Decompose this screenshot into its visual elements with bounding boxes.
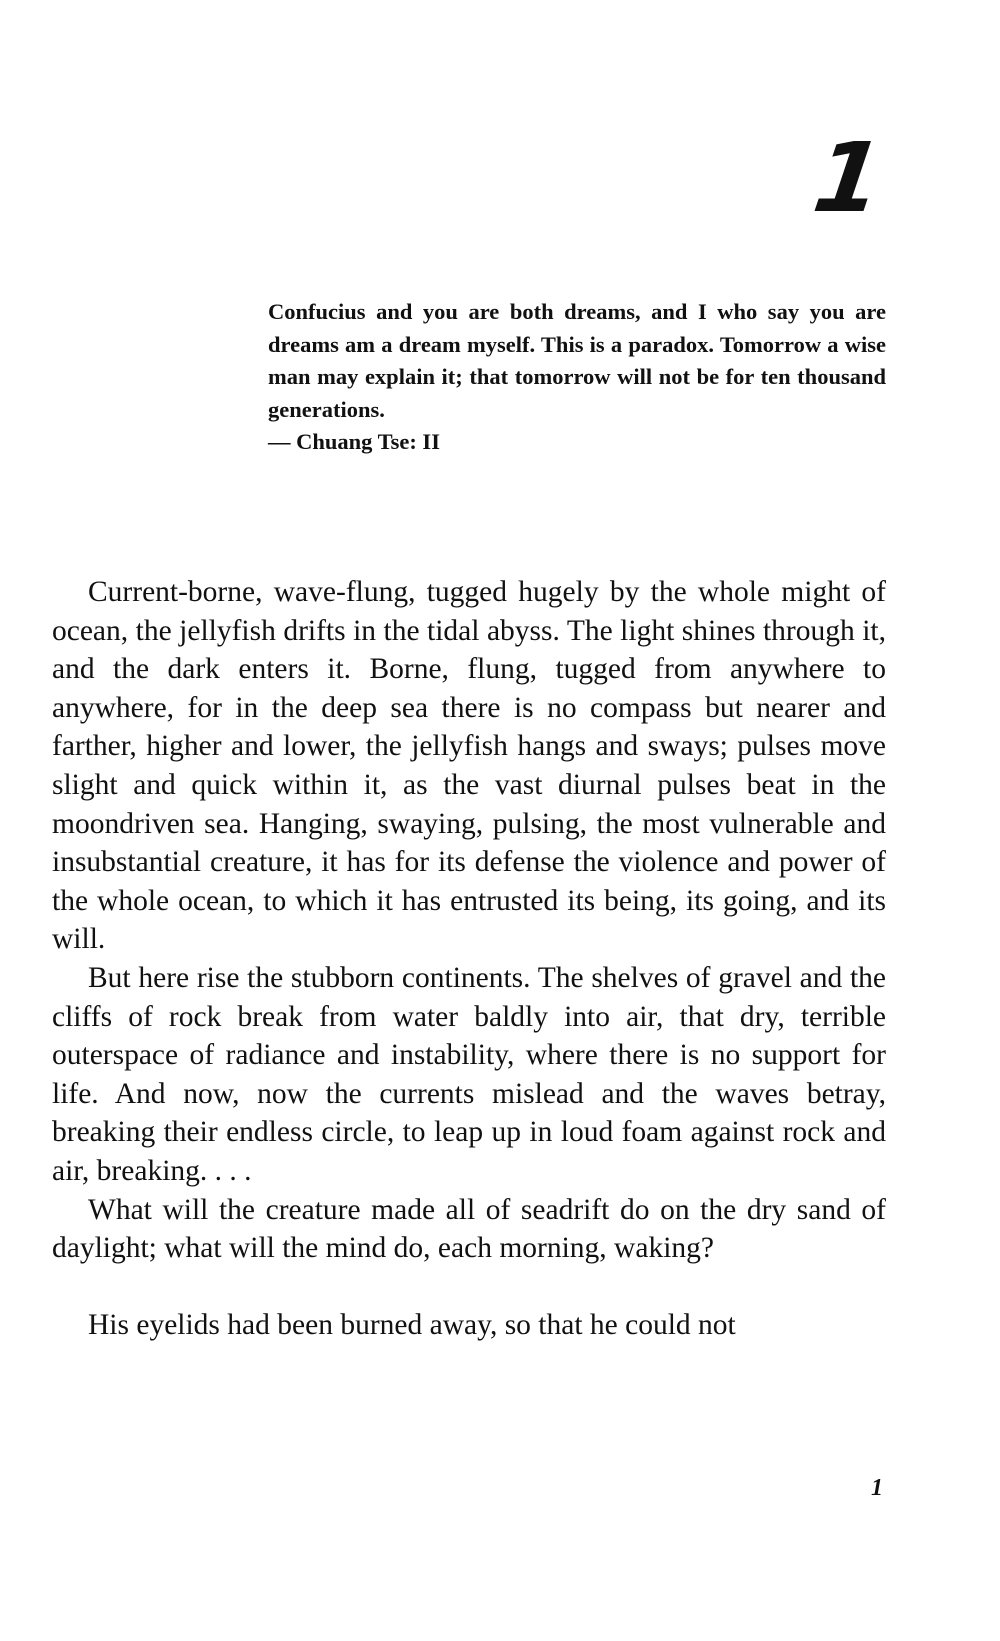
paragraph: His eyelids had been burned away, so that he could not [88,1308,736,1341]
paragraph: What will the creature made all of seadrift do on the dry sand of daylight; what will the mind do, each morning, waking? [52,1193,886,1265]
paragraph: Current-borne, wave-flung, tugged hugely by the whole might of ocean, the jellyfish drifts in the tidal abyss. The light shines through it, and the dark enters it. Borne, flung, tugged from anywhere to anywhere, for in the deep sea there is no compass but nearer and farther, higher and lower, the jellyfish hangs and sways; pulses move slight and quick within it, as the vast diurnal pulses beat in the moondriven sea. Hanging, swaying, pulsing, the most vulnerable and insubstantial creature, it has for its defense the violence and power of the whole ocean, to which it has entrusted its being, its going, and its will. [52,576,886,956]
section-break [52,1268,886,1306]
paragraph: But here rise the stubborn continents. The shelves of gravel and the cliffs of rock break from water baldly into air, that dry, terrible outerspace of radiance and instability, where there is no support for life. And now, now the currents mislead and the waves betray, breaking their endless circle, to leap up in loud foam against rock and air, breaking. . . . [52,961,886,1187]
body-text [52,573,886,1344]
epigraph [268,296,886,459]
page-number: 1 [871,1475,883,1501]
chapter-number: 1 [807,122,890,234]
epigraph-text: Confucius and you are both dreams, and I who say you are dreams am a dream myself. This is a paradox. Tomorrow a wise man may explain it; that tomorrow will not be for ten thousand generations. [268,299,886,422]
epigraph-attribution: — Chuang Tse: II [268,429,440,454]
